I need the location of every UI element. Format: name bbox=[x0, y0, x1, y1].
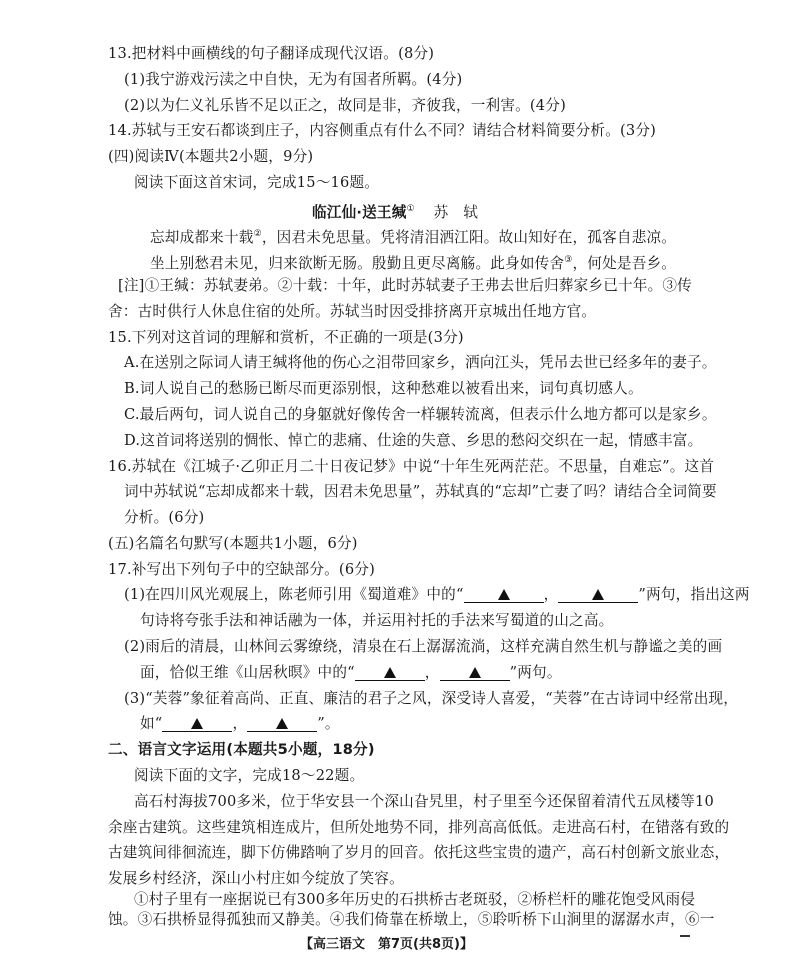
answer-blank[interactable] bbox=[355, 665, 425, 681]
blank-triangle-icon bbox=[384, 667, 396, 678]
poem-line-2b: ，何处是吾乡。 bbox=[572, 254, 677, 272]
q13-prompt: 13.把材料中画横线的句子翻译成现代汉语。(8分) bbox=[108, 45, 435, 62]
poem-line-2a: 坐上别愁君未见，归来欲断无肠。殷勤且更尽离觞。此身如传舍 bbox=[150, 254, 565, 272]
q16-prompt-1: 16.苏轼在《江城子·乙卯正月二十日夜记梦》中说“十年生死两茫茫。不思量，自难忘”。这首 bbox=[108, 458, 715, 475]
blank-separator: ， bbox=[424, 664, 440, 681]
footnote-mark-3: ③ bbox=[564, 255, 573, 265]
poem-author: 苏 轼 bbox=[433, 203, 479, 221]
passage-line-2: 余座古建筑。这些建筑相连成片，但所处地势不同，排列高高低低。走进高石村，在错落有致的 bbox=[108, 819, 730, 836]
footer-dash bbox=[680, 935, 690, 937]
answer-blank[interactable] bbox=[162, 716, 232, 732]
q17-item-3-tail: ”。 bbox=[317, 715, 340, 732]
q17-item-1-text: (1)在四川风光观展上，陈老师引用《蜀道难》中的“ bbox=[124, 586, 464, 603]
answer-blank[interactable] bbox=[558, 587, 638, 603]
poem-notes-1: [注]①王缄：苏轼妻弟。②十载：十年，此时苏轼妻子王弗去世后归葬家乡已十年。③传 bbox=[118, 277, 692, 294]
footnote-mark-1: ① bbox=[406, 204, 415, 214]
answer-blank[interactable] bbox=[464, 587, 544, 603]
q15-option-a: A.在送别之际词人请王缄将他的伤心之泪带回家乡，洒向江头，凭吊去世已经多年的妻子。 bbox=[124, 354, 717, 371]
q17-item-2-cont bbox=[140, 663, 562, 683]
poem-title: 临江仙·送王缄 bbox=[312, 203, 407, 221]
q17-item-2-text: 面，恰似王维《山居秋暝》中的“ bbox=[140, 664, 355, 681]
q17-item-2-tail: ”两句。 bbox=[509, 664, 562, 681]
blank-separator: ， bbox=[232, 715, 248, 732]
section-4-heading: (四)阅读Ⅳ(本题共2小题，9分) bbox=[108, 148, 314, 165]
poem-notes-2: 舍：古时供行人休息住宿的处所。苏轼当时因受排挤离开京城出任地方官。 bbox=[108, 303, 597, 320]
blank-triangle-icon bbox=[276, 718, 288, 729]
poem-line-1a: 忘却成都来十载 bbox=[150, 228, 254, 246]
q15-prompt: 15.下列对这首词的理解和赏析，不正确的一项是(3分) bbox=[108, 329, 464, 346]
answer-blank[interactable] bbox=[247, 716, 317, 732]
section-5-heading: (五)名篇名句默写(本题共1小题，6分) bbox=[108, 535, 358, 552]
q16-prompt-3: 分析。(6分) bbox=[124, 509, 205, 526]
blank-triangle-icon bbox=[498, 589, 510, 600]
q14-prompt: 14.苏轼与王安石都谈到庄子，内容侧重点有什么不同？请结合材料简要分析。(3分) bbox=[108, 122, 657, 139]
q17-item-3-cont bbox=[140, 714, 340, 734]
page-footer: 【高三语文 第7页(共8页)】 bbox=[300, 937, 473, 952]
answer-blank[interactable] bbox=[440, 665, 510, 681]
q13-sentence-1: (1)我宁游戏污渎之中自快，无为有国者所羁。(4分) bbox=[124, 71, 463, 88]
q15-option-d: D.这首词将送别的惆怅、悼亡的悲痛、仕途的失意、乡思的愁闷交织在一起，情感丰富。 bbox=[124, 432, 703, 449]
q15-option-c: C.最后两句，词人说自己的身躯就好像传舍一样辗转流离，但表示什么地方都可以是家乡。 bbox=[124, 406, 717, 423]
passage-line-5: ①村子里有一座据说已有300多年历史的石拱桥古老斑驳，②桥栏杆的雕花饱受风雨侵 bbox=[134, 891, 696, 908]
section-2-heading: 二、语言文字运用(本题共5小题，18分) bbox=[108, 741, 375, 758]
passage-line-1: 高石村海拔700多米，位于华安县一个深山旮旯里，村子里至今还保留着清代五凤楼等10 bbox=[134, 793, 715, 810]
q16-prompt-2: 词中苏轼说“忘却成都来十载，因君未免思量”，苏轼真的“忘却”亡妻了吗？请结合全词简要 bbox=[124, 483, 717, 500]
q15-option-b: B.词人说自己的愁肠已断尽而更添别恨，这种愁难以被看出来，词句真切感人。 bbox=[124, 380, 643, 397]
reading-instruction: 阅读下面这首宋词，完成15～16题。 bbox=[134, 174, 380, 191]
poem-title-row bbox=[312, 199, 478, 223]
poem-line-2 bbox=[150, 250, 676, 274]
q17-item-1 bbox=[124, 585, 750, 605]
q17-item-3-text: 如“ bbox=[140, 715, 163, 732]
q17-item-3: (3)“芙蓉”象征着高尚、正直、廉洁的君子之风，深受诗人喜爱，“芙蓉”在古诗词中经常出现， bbox=[124, 690, 739, 707]
reading-instruction-2: 阅读下面的文字，完成18～22题。 bbox=[134, 767, 365, 784]
q17-item-2: (2)雨后的清晨，山林间云雾缭绕，清泉在石上潺潺流淌，这样充满自然生机与静谧之美的画 bbox=[124, 638, 723, 655]
poem-line-1b: ，因君未免思量。凭将清泪洒江阳。故山知好在，孤客自悲凉。 bbox=[261, 228, 677, 246]
footnote-mark-2: ② bbox=[253, 229, 262, 239]
q17-prompt: 17.补写出下列句子中的空缺部分。(6分) bbox=[108, 561, 375, 578]
q13-sentence-2: (2)以为仁义礼乐皆不足以正之，故同是非，齐彼我，一利害。(4分) bbox=[124, 97, 566, 114]
q17-item-1-cont: 句诗将夸张手法和神话融为一体，并运用衬托的手法来写蜀道的山之高。 bbox=[140, 612, 614, 629]
poem-line-1 bbox=[150, 224, 676, 248]
blank-triangle-icon bbox=[469, 667, 481, 678]
passage-line-4: 发展乡村经济，深山小村庄如今绽放了笑容。 bbox=[108, 870, 404, 887]
passage-line-3: 古建筑间徘徊流连，脚下仿佛踏响了岁月的回音。依托这些宝贵的遗产，高石村创新文旅业态， bbox=[108, 844, 730, 861]
blank-separator: ， bbox=[543, 586, 559, 603]
q17-item-1-tail: ”两句，指出这两 bbox=[638, 586, 750, 603]
blank-triangle-icon bbox=[592, 589, 604, 600]
passage-line-6: 蚀。③石拱桥显得孤独而又静美。④我们倚靠在桥墩上，⑤聆听桥下山涧里的潺潺水声，⑥一 bbox=[108, 911, 715, 928]
blank-triangle-icon bbox=[191, 718, 203, 729]
